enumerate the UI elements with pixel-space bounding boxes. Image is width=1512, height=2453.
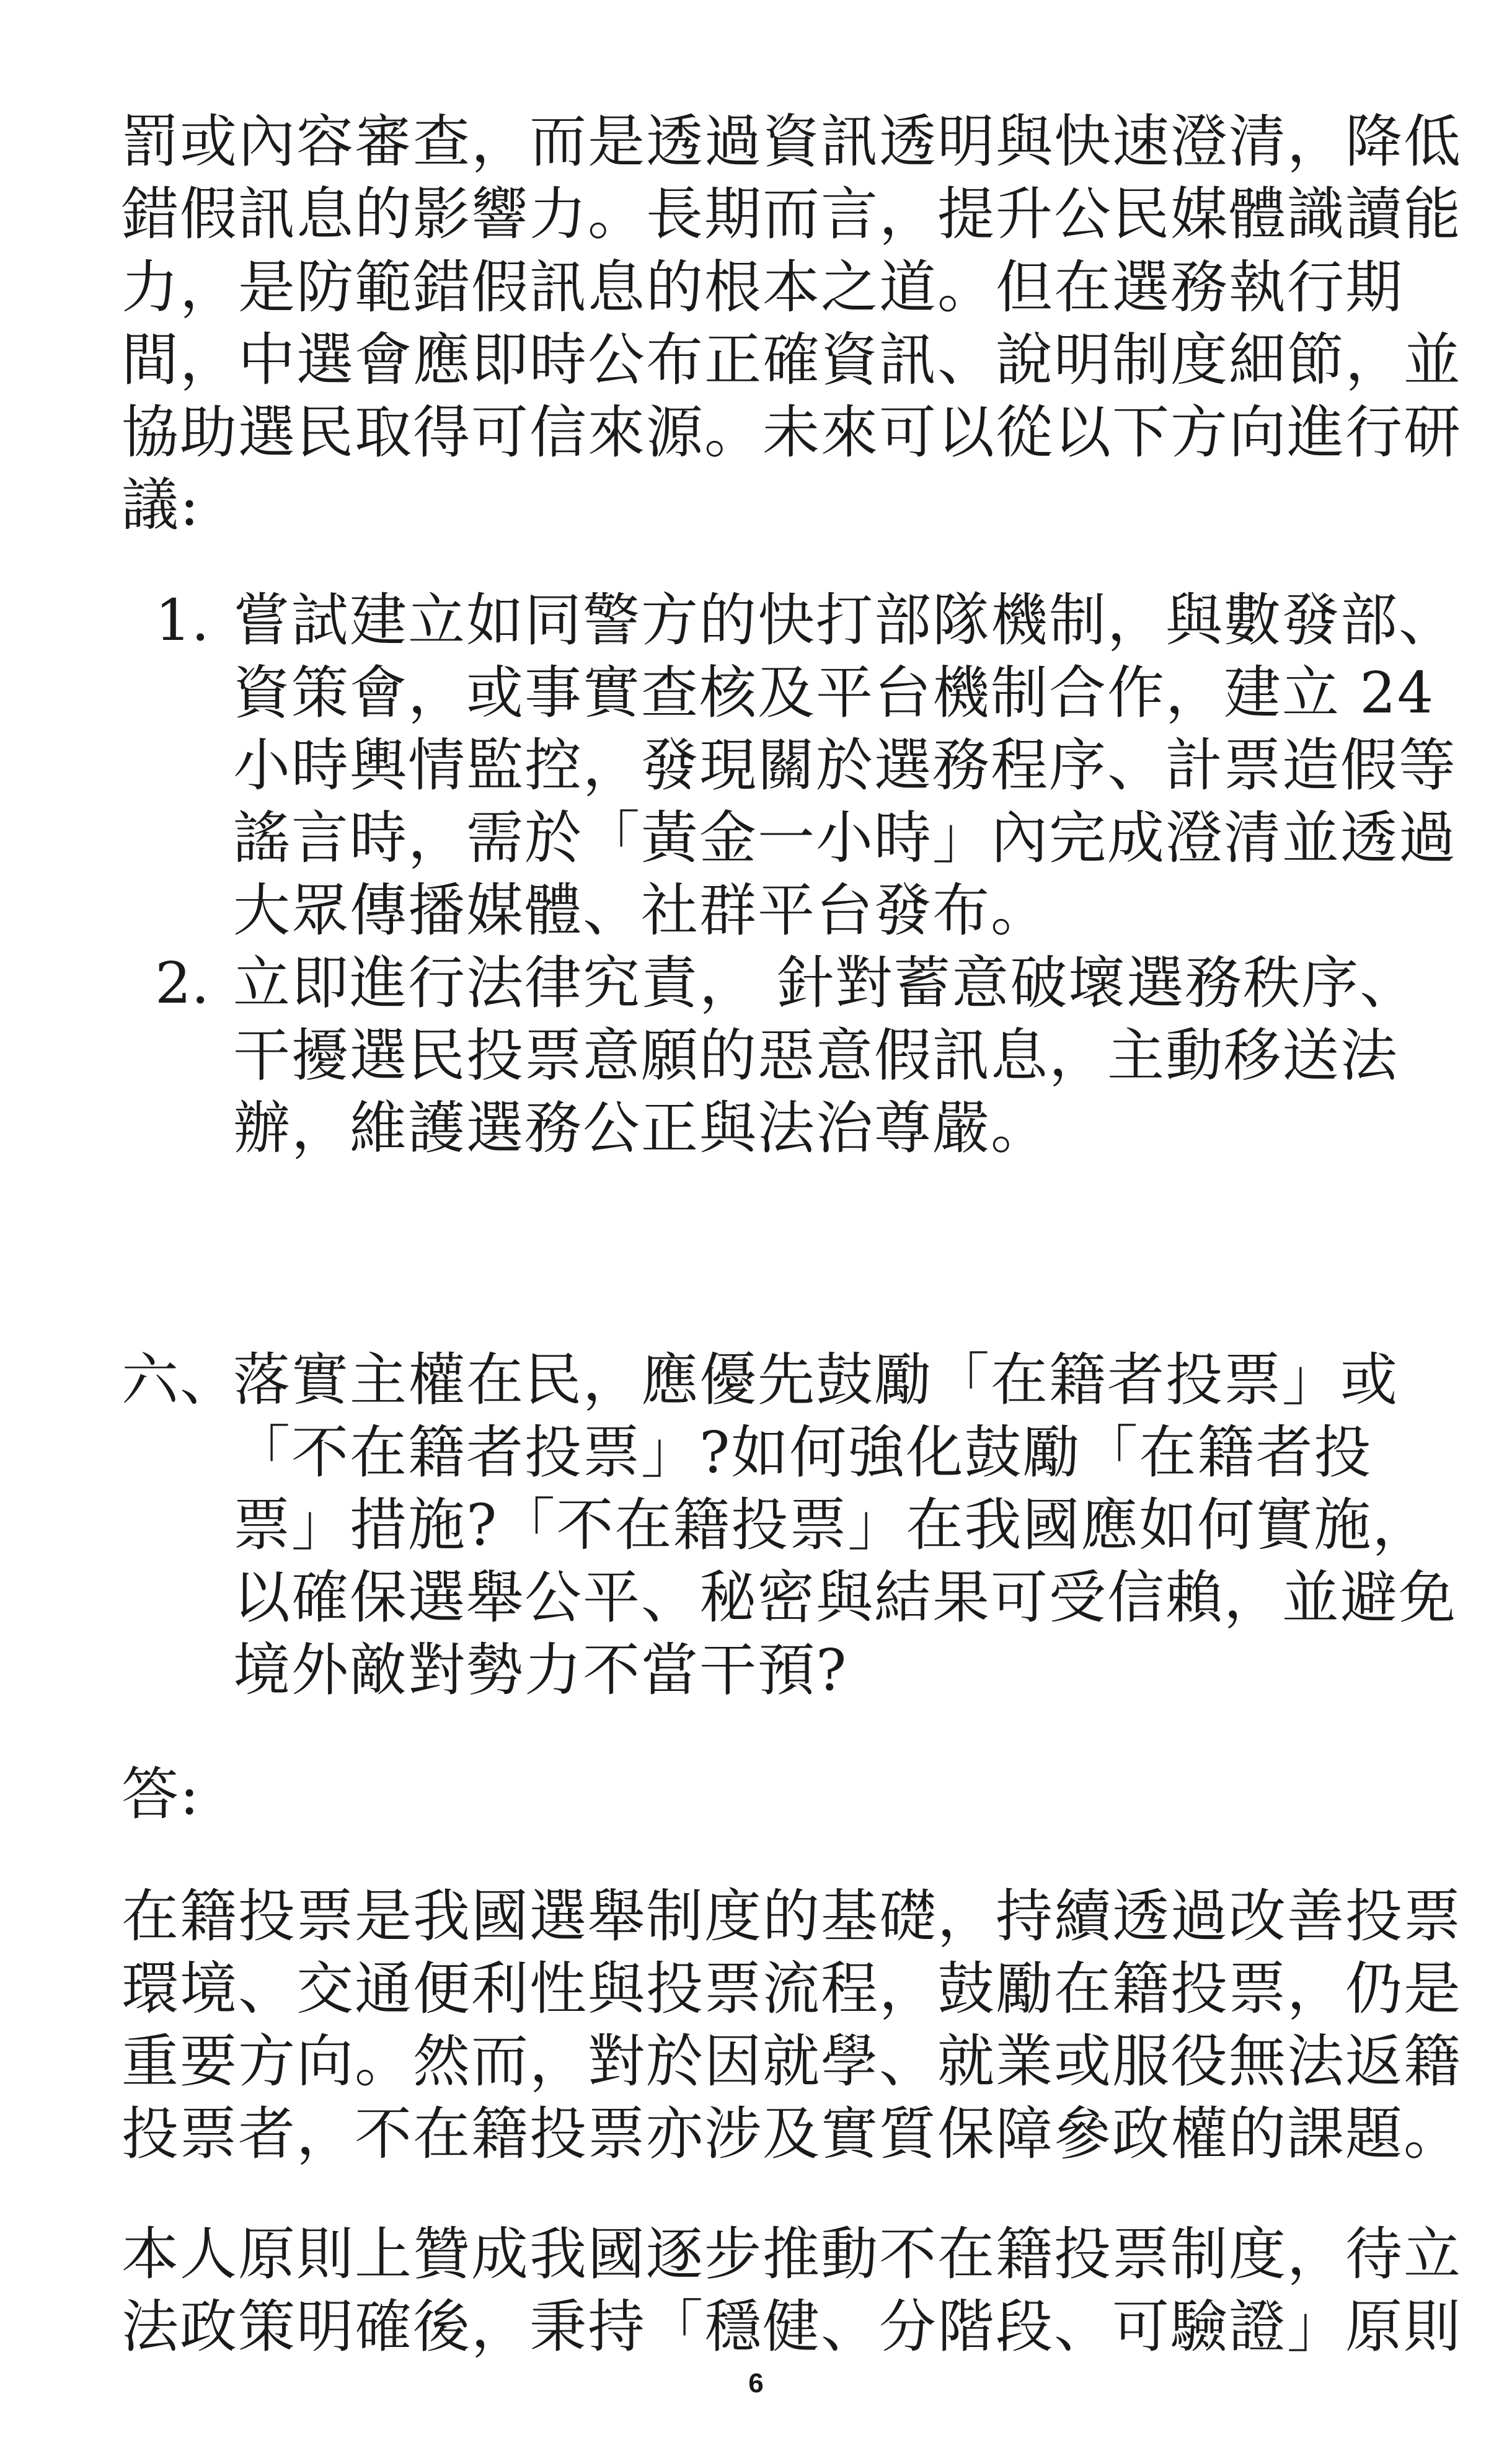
para2-line-3: 重要方向。然而，對於因就學、就業或服役無法返籍	[122, 2028, 1462, 2095]
para2-line-2: 環境、交通便利性與投票流程，鼓勵在籍投票，仍是	[122, 1956, 1462, 2022]
para1-line-2: 錯假訊息的影響力。長期而言，提升公民媒體識讀能	[122, 181, 1462, 247]
list-item-2-line-2: 干擾選民投票意願的惡意假訊息，主動移送法	[233, 1022, 1399, 1089]
page-number: 6	[748, 2368, 764, 2398]
para3-line-2: 法政策明確後，秉持「穩健、分階段、可驗證」原則	[122, 2294, 1462, 2360]
list-item-2-number: 2.	[155, 950, 210, 1016]
para3-line-1: 本人原則上贊成我國逐步推動不在籍投票制度，待立	[122, 2221, 1462, 2287]
list-item-1-line-3: 小時輿情監控，發現關於選務程序、計票造假等	[233, 732, 1457, 799]
question-line-5: 境外敵對勢力不當干預?	[233, 1637, 848, 1703]
para2-line-1: 在籍投票是我國選舉制度的基礎，持續透過改善投票	[122, 1883, 1462, 1950]
para1-line-4: 間，中選會應即時公布正確資訊、說明制度細節，並	[122, 327, 1462, 393]
list-item-2-line-1: 立即進行法律究責， 針對蓄意破壞選務秩序、	[233, 950, 1418, 1016]
answer-label: 答:	[122, 1761, 200, 1827]
list-item-1-line-4: 謠言時，需於「黃金一小時」內完成澄清並透過	[233, 805, 1457, 871]
question-line-4: 以確保選舉公平、秘密與結果可受信賴，並避免	[233, 1564, 1457, 1631]
para1-line-3: 力，是防範錯假訊息的根本之道。但在選務執行期	[122, 254, 1404, 321]
question-line-3: 票」措施?「不在籍投票」在我國應如何實施，	[233, 1492, 1431, 1558]
para1-line-5: 協助選民取得可信來源。未來可以從以下方向進行研	[122, 399, 1462, 466]
question-line-1: 落實主權在民，應優先鼓勵「在籍者投票」或	[233, 1347, 1399, 1413]
para1-line-6: 議:	[122, 472, 200, 538]
list-item-2-line-3: 辦，維護選務公正與法治尊嚴。	[233, 1095, 1050, 1161]
list-item-1-number: 1.	[155, 587, 210, 654]
question-line-2: 「不在籍者投票」?如何強化鼓勵「在籍者投	[233, 1419, 1373, 1486]
list-item-1-line-5: 大眾傳播媒體、社群平台發布。	[233, 877, 1050, 944]
para1-line-1: 罰或內容審查，而是透過資訊透明與快速澄清，降低	[122, 109, 1462, 175]
question-marker: 六、	[122, 1347, 239, 1413]
list-item-1-line-2: 資策會，或事實查核及平台機制合作，建立 24	[233, 660, 1435, 726]
list-item-1-line-1: 嘗試建立如同警方的快打部隊機制，與數發部、	[233, 587, 1457, 654]
para2-line-4: 投票者，不在籍投票亦涉及實質保障參政權的課題。	[122, 2101, 1462, 2167]
